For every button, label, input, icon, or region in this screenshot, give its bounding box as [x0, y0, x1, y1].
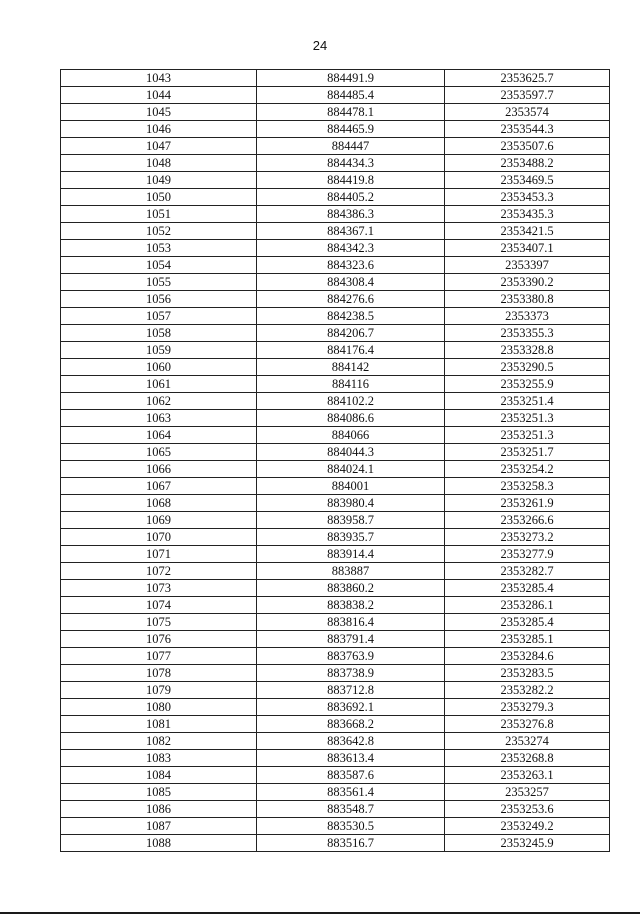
- y-coordinate-cell: 2353407.1: [445, 240, 610, 257]
- point-number-cell: 1063: [61, 410, 257, 427]
- table-row: [61, 325, 610, 342]
- table-row: [61, 376, 610, 393]
- table-row: [61, 359, 610, 376]
- y-coordinate-cell: 2353285.4: [445, 614, 610, 631]
- table-row: [61, 172, 610, 189]
- y-coordinate-cell: 2353254.2: [445, 461, 610, 478]
- table-row: [61, 580, 610, 597]
- point-number-cell: 1043: [61, 70, 257, 87]
- table-row: [61, 189, 610, 206]
- point-number-cell: 1051: [61, 206, 257, 223]
- point-number-cell: 1049: [61, 172, 257, 189]
- point-number-cell: 1084: [61, 767, 257, 784]
- point-number-cell: 1078: [61, 665, 257, 682]
- point-number-cell: 1071: [61, 546, 257, 563]
- point-number-cell: 1066: [61, 461, 257, 478]
- table-row: [61, 512, 610, 529]
- point-number-cell: 1075: [61, 614, 257, 631]
- table-row: [61, 461, 610, 478]
- table-row: [61, 274, 610, 291]
- y-coordinate-cell: 2353285.4: [445, 580, 610, 597]
- point-number-cell: 1050: [61, 189, 257, 206]
- point-number-cell: 1059: [61, 342, 257, 359]
- y-coordinate-cell: 2353488.2: [445, 155, 610, 172]
- y-coordinate-cell: 2353277.9: [445, 546, 610, 563]
- x-coordinate-cell: 883642.8: [257, 733, 445, 750]
- table-row: [61, 393, 610, 410]
- x-coordinate-cell: 884206.7: [257, 325, 445, 342]
- x-coordinate-cell: 884323.6: [257, 257, 445, 274]
- table-row: [61, 240, 610, 257]
- table-row: [61, 631, 610, 648]
- point-number-cell: 1085: [61, 784, 257, 801]
- point-number-cell: 1064: [61, 427, 257, 444]
- table-row: [61, 648, 610, 665]
- y-coordinate-cell: 2353380.8: [445, 291, 610, 308]
- table-row: [61, 155, 610, 172]
- point-number-cell: 1047: [61, 138, 257, 155]
- y-coordinate-cell: 2353355.3: [445, 325, 610, 342]
- x-coordinate-cell: 884478.1: [257, 104, 445, 121]
- point-number-cell: 1079: [61, 682, 257, 699]
- x-coordinate-cell: 884434.3: [257, 155, 445, 172]
- x-coordinate-cell: 883980.4: [257, 495, 445, 512]
- x-coordinate-cell: 884086.6: [257, 410, 445, 427]
- point-number-cell: 1044: [61, 87, 257, 104]
- x-coordinate-cell: 883887: [257, 563, 445, 580]
- table-row: [61, 257, 610, 274]
- y-coordinate-cell: 2353251.3: [445, 410, 610, 427]
- point-number-cell: 1088: [61, 835, 257, 852]
- table-row: [61, 767, 610, 784]
- y-coordinate-cell: 2353435.3: [445, 206, 610, 223]
- x-coordinate-cell: 884238.5: [257, 308, 445, 325]
- x-coordinate-cell: 883816.4: [257, 614, 445, 631]
- table-row: [61, 138, 610, 155]
- point-number-cell: 1046: [61, 121, 257, 138]
- x-coordinate-cell: 883530.5: [257, 818, 445, 835]
- point-number-cell: 1081: [61, 716, 257, 733]
- table-row: [61, 444, 610, 461]
- x-coordinate-cell: 883838.2: [257, 597, 445, 614]
- y-coordinate-cell: 2353286.1: [445, 597, 610, 614]
- table-row: [61, 529, 610, 546]
- y-coordinate-cell: 2353373: [445, 308, 610, 325]
- y-coordinate-cell: 2353245.9: [445, 835, 610, 852]
- y-coordinate-cell: 2353268.8: [445, 750, 610, 767]
- point-number-cell: 1080: [61, 699, 257, 716]
- point-number-cell: 1077: [61, 648, 257, 665]
- page-number: 24: [312, 38, 328, 53]
- point-number-cell: 1052: [61, 223, 257, 240]
- x-coordinate-cell: 884491.9: [257, 70, 445, 87]
- point-number-cell: 1073: [61, 580, 257, 597]
- y-coordinate-cell: 2353253.6: [445, 801, 610, 818]
- x-coordinate-cell: 884465.9: [257, 121, 445, 138]
- x-coordinate-cell: 884142: [257, 359, 445, 376]
- y-coordinate-cell: 2353251.7: [445, 444, 610, 461]
- x-coordinate-cell: 883712.8: [257, 682, 445, 699]
- x-coordinate-cell: 884001: [257, 478, 445, 495]
- y-coordinate-cell: 2353249.2: [445, 818, 610, 835]
- x-coordinate-cell: 883587.6: [257, 767, 445, 784]
- point-number-cell: 1067: [61, 478, 257, 495]
- x-coordinate-cell: 884419.8: [257, 172, 445, 189]
- table-row: [61, 87, 610, 104]
- point-number-cell: 1061: [61, 376, 257, 393]
- x-coordinate-cell: 884405.2: [257, 189, 445, 206]
- y-coordinate-cell: 2353284.6: [445, 648, 610, 665]
- x-coordinate-cell: 883692.1: [257, 699, 445, 716]
- y-coordinate-cell: 2353279.3: [445, 699, 610, 716]
- table-row: [61, 308, 610, 325]
- y-coordinate-cell: 2353469.5: [445, 172, 610, 189]
- table-row: [61, 291, 610, 308]
- x-coordinate-cell: 883738.9: [257, 665, 445, 682]
- x-coordinate-cell: 883958.7: [257, 512, 445, 529]
- table-row: [61, 614, 610, 631]
- x-coordinate-cell: 883860.2: [257, 580, 445, 597]
- point-number-cell: 1086: [61, 801, 257, 818]
- table-row: [61, 70, 610, 87]
- y-coordinate-cell: 2353261.9: [445, 495, 610, 512]
- x-coordinate-cell: 884447: [257, 138, 445, 155]
- table-row: [61, 750, 610, 767]
- table-row: [61, 410, 610, 427]
- y-coordinate-cell: 2353421.5: [445, 223, 610, 240]
- x-coordinate-cell: 883763.9: [257, 648, 445, 665]
- coordinates-table: [60, 69, 610, 852]
- table-row: [61, 784, 610, 801]
- x-coordinate-cell: 883914.4: [257, 546, 445, 563]
- x-coordinate-cell: 884308.4: [257, 274, 445, 291]
- y-coordinate-cell: 2353453.3: [445, 189, 610, 206]
- y-coordinate-cell: 2353625.7: [445, 70, 610, 87]
- table-row: [61, 665, 610, 682]
- point-number-cell: 1055: [61, 274, 257, 291]
- table-row: [61, 699, 610, 716]
- table-row: [61, 716, 610, 733]
- y-coordinate-cell: 2353263.1: [445, 767, 610, 784]
- table-row: [61, 563, 610, 580]
- table-row: [61, 546, 610, 563]
- x-coordinate-cell: 884044.3: [257, 444, 445, 461]
- point-number-cell: 1076: [61, 631, 257, 648]
- point-number-cell: 1045: [61, 104, 257, 121]
- point-number-cell: 1054: [61, 257, 257, 274]
- y-coordinate-cell: 2353251.4: [445, 393, 610, 410]
- y-coordinate-cell: 2353397: [445, 257, 610, 274]
- x-coordinate-cell: 884367.1: [257, 223, 445, 240]
- point-number-cell: 1058: [61, 325, 257, 342]
- x-coordinate-cell: 884116: [257, 376, 445, 393]
- x-coordinate-cell: 883561.4: [257, 784, 445, 801]
- table-row: [61, 342, 610, 359]
- y-coordinate-cell: 2353282.7: [445, 563, 610, 580]
- coordinates-table-body: [61, 70, 610, 852]
- point-number-cell: 1048: [61, 155, 257, 172]
- y-coordinate-cell: 2353273.2: [445, 529, 610, 546]
- x-coordinate-cell: 883791.4: [257, 631, 445, 648]
- table-row: [61, 818, 610, 835]
- y-coordinate-cell: 2353285.1: [445, 631, 610, 648]
- table-row: [61, 223, 610, 240]
- x-coordinate-cell: 884102.2: [257, 393, 445, 410]
- table-row: [61, 733, 610, 750]
- y-coordinate-cell: 2353507.6: [445, 138, 610, 155]
- y-coordinate-cell: 2353283.5: [445, 665, 610, 682]
- x-coordinate-cell: 884176.4: [257, 342, 445, 359]
- table-row: [61, 478, 610, 495]
- x-coordinate-cell: 884024.1: [257, 461, 445, 478]
- y-coordinate-cell: 2353266.6: [445, 512, 610, 529]
- x-coordinate-cell: 884342.3: [257, 240, 445, 257]
- x-coordinate-cell: 884066: [257, 427, 445, 444]
- point-number-cell: 1072: [61, 563, 257, 580]
- point-number-cell: 1065: [61, 444, 257, 461]
- y-coordinate-cell: 2353597.7: [445, 87, 610, 104]
- x-coordinate-cell: 883935.7: [257, 529, 445, 546]
- page-bottom-edge: [0, 912, 640, 914]
- y-coordinate-cell: 2353274: [445, 733, 610, 750]
- table-row: [61, 121, 610, 138]
- point-number-cell: 1070: [61, 529, 257, 546]
- point-number-cell: 1074: [61, 597, 257, 614]
- y-coordinate-cell: 2353255.9: [445, 376, 610, 393]
- x-coordinate-cell: 884386.3: [257, 206, 445, 223]
- point-number-cell: 1060: [61, 359, 257, 376]
- table-row: [61, 801, 610, 818]
- y-coordinate-cell: 2353257: [445, 784, 610, 801]
- table-row: [61, 835, 610, 852]
- table-row: [61, 206, 610, 223]
- y-coordinate-cell: 2353251.3: [445, 427, 610, 444]
- y-coordinate-cell: 2353276.8: [445, 716, 610, 733]
- table-row: [61, 682, 610, 699]
- x-coordinate-cell: 883613.4: [257, 750, 445, 767]
- x-coordinate-cell: 883516.7: [257, 835, 445, 852]
- x-coordinate-cell: 884485.4: [257, 87, 445, 104]
- point-number-cell: 1062: [61, 393, 257, 410]
- x-coordinate-cell: 883668.2: [257, 716, 445, 733]
- point-number-cell: 1056: [61, 291, 257, 308]
- point-number-cell: 1069: [61, 512, 257, 529]
- y-coordinate-cell: 2353290.5: [445, 359, 610, 376]
- y-coordinate-cell: 2353282.2: [445, 682, 610, 699]
- table-row: [61, 597, 610, 614]
- point-number-cell: 1068: [61, 495, 257, 512]
- y-coordinate-cell: 2353258.3: [445, 478, 610, 495]
- table-row: [61, 104, 610, 121]
- y-coordinate-cell: 2353544.3: [445, 121, 610, 138]
- table-row: [61, 495, 610, 512]
- point-number-cell: 1053: [61, 240, 257, 257]
- table-row: [61, 427, 610, 444]
- point-number-cell: 1082: [61, 733, 257, 750]
- point-number-cell: 1083: [61, 750, 257, 767]
- x-coordinate-cell: 883548.7: [257, 801, 445, 818]
- y-coordinate-cell: 2353328.8: [445, 342, 610, 359]
- point-number-cell: 1087: [61, 818, 257, 835]
- y-coordinate-cell: 2353390.2: [445, 274, 610, 291]
- x-coordinate-cell: 884276.6: [257, 291, 445, 308]
- y-coordinate-cell: 2353574: [445, 104, 610, 121]
- point-number-cell: 1057: [61, 308, 257, 325]
